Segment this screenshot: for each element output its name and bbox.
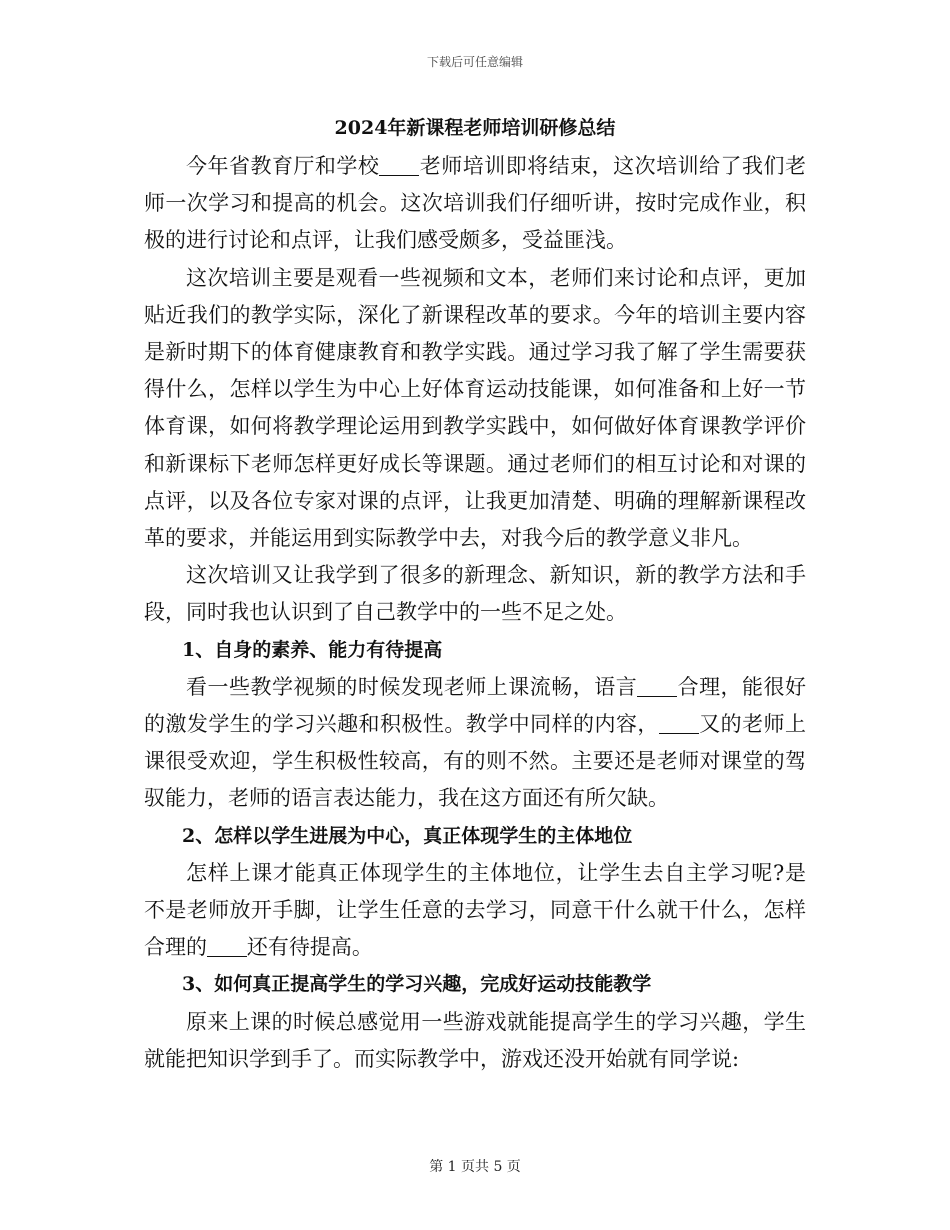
text-run: 今年省教育厅和学校 — [186, 154, 380, 178]
section-heading: 2、怎样以学生进展为中心，真正体现学生的主体地位 — [182, 824, 633, 847]
section-heading: 3、如何真正提高学生的学习兴趣，完成好运动技能教学 — [182, 973, 652, 996]
section-heading: 1、自身的素养、能力有待提高 — [182, 638, 443, 661]
paragraph — [144, 148, 806, 260]
paragraph: 这次培训又让我学到了很多的新理念、新知识，新的教学方法和手段，同时我也认识到了自己教学中的一些不足之处。 — [144, 563, 806, 625]
paragraph — [144, 669, 806, 818]
text-run: 老师培训即将结束，这次培训给了我们老师一次学习和提高的机会。这次培训我们仔细听讲，按时完成作业，积极的进行讨论和点评，让我们感受颇多，受益匪浅。 — [144, 154, 807, 253]
document-body — [144, 110, 806, 1078]
text-run: 怎样上课才能真正体现学生的主体地位，让学生去自主学习呢?是不是老师放开手脚，让学生任意的去学习，同意干什么就干什么，怎样合理的 — [144, 860, 806, 960]
text-run: 还有待提高。 — [246, 935, 373, 960]
blank-underline — [659, 712, 699, 734]
text-run: 看一些教学视频的时候发现老师上课流畅，语言 — [186, 674, 638, 699]
text-run: 合理，能很好的激发学生的学习兴趣和积极性。教学中同样的内容， — [144, 674, 807, 737]
page-number: 第 1 页共 5 页 — [429, 1159, 521, 1175]
page-header-note: 下载后可任意编辑 — [426, 55, 523, 69]
paragraph: 原来上课的时候总感觉用一些游戏就能提高学生的学习兴趣，学生就能把知识学到手了。而实际教学中，游戏还没开始就有同学说: — [144, 1009, 806, 1071]
blank-underline — [207, 935, 247, 957]
blank-underline — [379, 154, 419, 176]
blank-underline — [637, 675, 677, 697]
document-title: 2024年新课程老师培训研修总结 — [334, 117, 616, 139]
paragraph: 这次培训主要是观看一些视频和文本，老师们来讨论和点评，更加贴近我们的教学实际，深化了新课程改革的要求。今年的培训主要内容是新时期下的体育健康教育和教学实践。通过学习我了解了学生需要获得什么，怎样以学生为中心上好体育运动技能课，如何准备和上好一节体育课，如何将教学理论运用到教学实践中，如何做好体育课教学评价和新课标下老师怎样更好成长等课题。通过老师们的相互讨论和对课的点评，以及各位专家对课的点评，让我更加清楚、明确的理解新课程改革的要求，并能运用到实际教学中去，对我今后的教学意义非凡。 — [144, 265, 806, 551]
text-run: 又的老师上课很受欢迎，学生积极性较高，有的则不然。主要还是老师对课堂的驾驭能力，老师的语言表达能力，我在这方面还有所欠缺。 — [144, 712, 807, 811]
paragraph — [144, 855, 806, 967]
